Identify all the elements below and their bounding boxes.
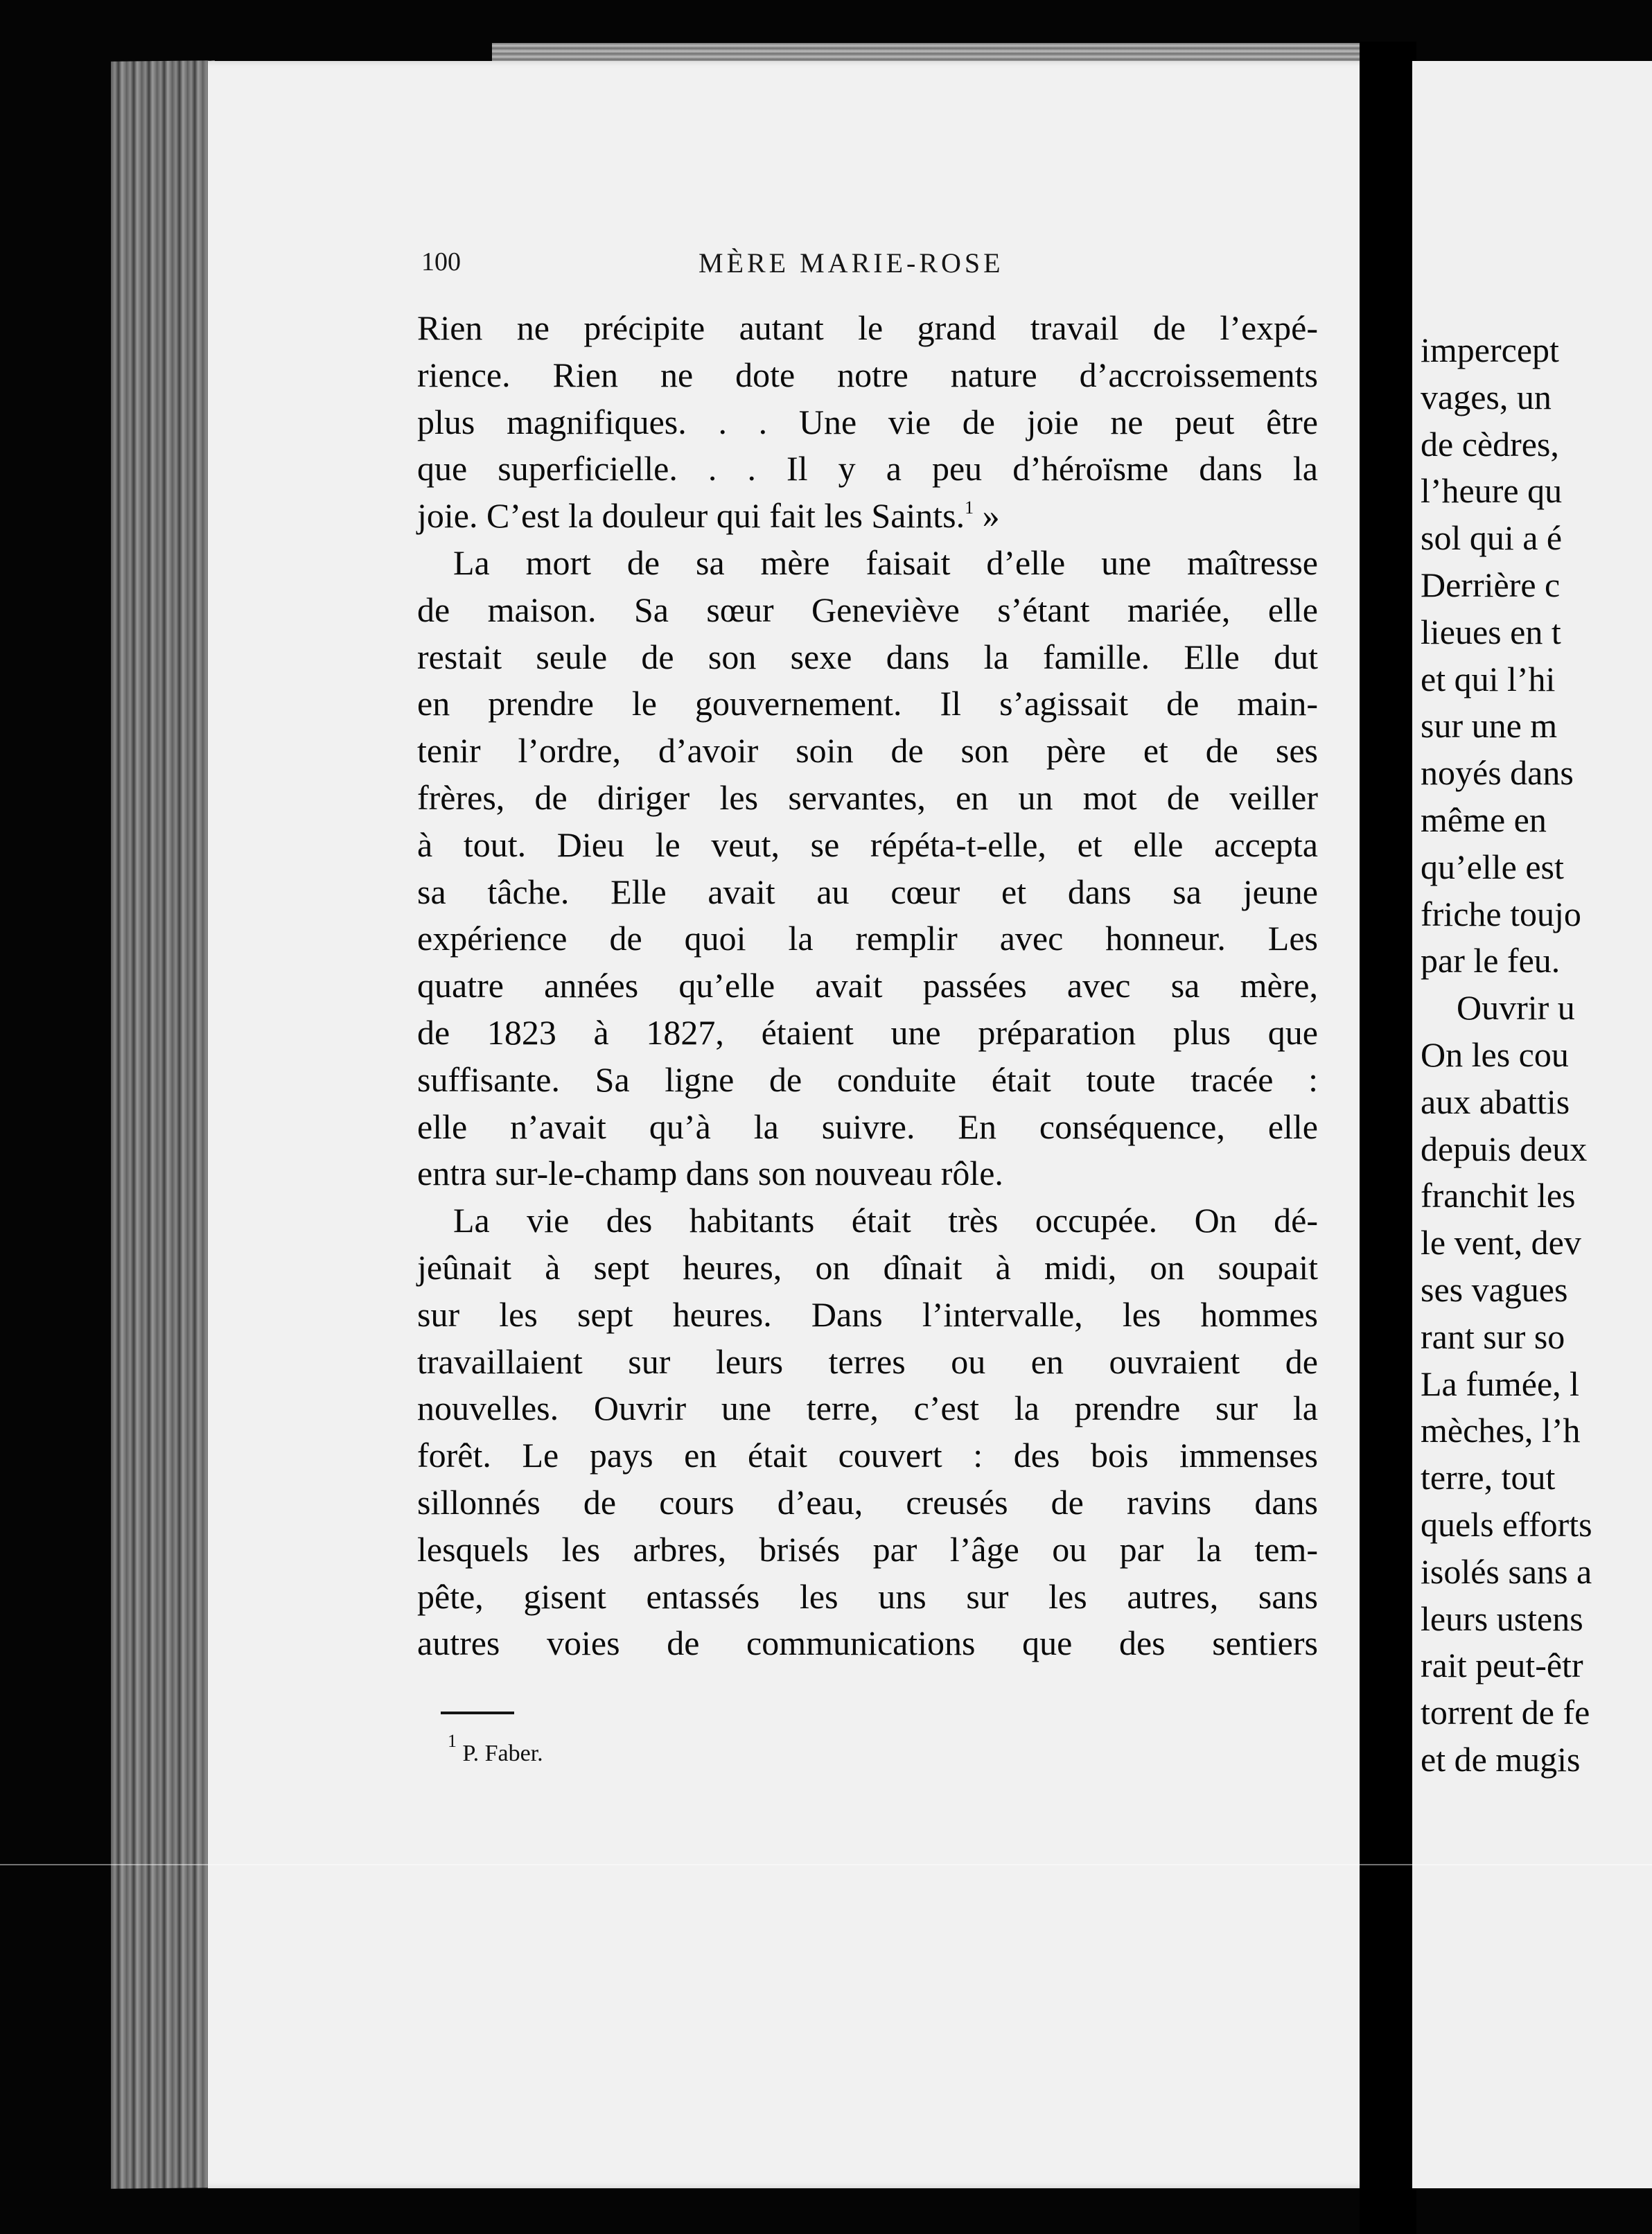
text-line: de maison. Sa sœur Geneviève s’étant mariée, elle: [417, 590, 1318, 629]
text-line: mèches, l’h: [1421, 1411, 1581, 1450]
text-line: Ouvrir u: [1457, 988, 1575, 1028]
running-head: [421, 247, 1315, 291]
footnote-marker: 1: [448, 1731, 457, 1751]
text-line: isolés sans a: [1421, 1551, 1592, 1591]
text-line: restait seule de son sexe dans la famille. Elle dut: [417, 637, 1318, 676]
text-line: le vent, dev: [1421, 1223, 1581, 1263]
footnote-text: P. Faber.: [462, 1741, 543, 1766]
text-line: autres voies de communications que des sentiers: [417, 1624, 1318, 1663]
footnote: [448, 1731, 543, 1767]
text-line: expérience de quoi la remplir avec honneur. Les: [417, 919, 1318, 958]
text-line: noyés dans: [1421, 753, 1574, 793]
text-line: sur les sept heures. Dans l’intervalle, les hommes: [417, 1294, 1318, 1334]
text-line: elle n’avait qu’à la suivre. En conséquence, elle: [417, 1107, 1318, 1146]
text-line: entra sur-le-champ dans son nouveau rôle.: [417, 1154, 1003, 1193]
text-line: de 1823 à 1827, étaient une préparation plus que: [417, 1012, 1318, 1052]
text-line: friche toujo: [1421, 894, 1581, 933]
text-line: rience. Rien ne dote notre nature d’accroissements: [417, 355, 1318, 394]
footnote-rule: [441, 1712, 514, 1714]
text-line: par le feu.: [1421, 941, 1561, 980]
text-line: aux abattis: [1421, 1082, 1570, 1121]
text-line: et qui l’hi: [1421, 659, 1556, 698]
text-line: torrent de fe: [1421, 1693, 1590, 1732]
text-line: travaillaient sur leurs terres ou en ouvraient de: [417, 1342, 1318, 1381]
page-title: MÈRE MARIE-ROSE: [698, 247, 1004, 279]
page-edges: [111, 60, 215, 2189]
text-line: depuis deux: [1421, 1129, 1588, 1168]
text-line: que superficielle. . . Il y a peu d’héroïsme dans la: [417, 449, 1318, 489]
text-line: forêt. Le pays en était couvert : des bois immenses: [417, 1436, 1318, 1475]
text-line: sa tâche. Elle avait au cœur et dans sa jeune: [417, 872, 1318, 911]
closing-quote: »: [974, 496, 1000, 536]
text-line: de cèdres,: [1421, 424, 1559, 464]
text-line: l’heure qu: [1421, 471, 1563, 511]
text-line: sillonnés de cours d’eau, creusés de ravins dans: [417, 1482, 1318, 1522]
right-page-text: [1421, 327, 1649, 1784]
text-line: leurs ustens: [1421, 1599, 1583, 1638]
text-line: sur une m: [1421, 706, 1558, 746]
text-line: La mort de sa mère faisait d’elle une maîtresse: [453, 543, 1318, 582]
footnote-ref: 1: [965, 498, 974, 518]
text-line: lesquels les arbres, brisés par l’âge ou par la tem-: [417, 1529, 1318, 1569]
text-line: jeûnait à sept heures, on dînait à midi, on soupait: [417, 1247, 1318, 1287]
text-line: On les cou: [1421, 1035, 1569, 1074]
text-line: quatre années qu’elle avait passées avec sa mère,: [417, 966, 1318, 1005]
text-line: frères, de diriger les servantes, en un mot de veiller: [417, 777, 1318, 817]
text-line: quels efforts: [1421, 1504, 1592, 1544]
book-gutter: [1360, 42, 1416, 2234]
text-line: La vie des habitants était très occupée. On dé-: [453, 1201, 1318, 1240]
scan-artifact-line: [0, 1864, 1652, 1865]
left-page-text: [417, 305, 1318, 1667]
text-line: et de mugis: [1421, 1739, 1581, 1779]
text-line: sol qui a é: [1421, 518, 1563, 558]
text-line: ses vagues: [1421, 1269, 1568, 1309]
text-line: terre, tout: [1421, 1458, 1556, 1497]
text-line: lieues en t: [1421, 612, 1561, 651]
text-line: suffisante. Sa ligne de conduite était toute tracée :: [417, 1059, 1318, 1099]
text-line: rait peut-êtr: [1421, 1646, 1583, 1685]
text-line: franchit les: [1421, 1176, 1576, 1215]
text-line: plus magnifiques. . . Une vie de joie ne peut être: [417, 402, 1318, 441]
text-line: impercept: [1421, 331, 1559, 369]
text-line: nouvelles. Ouvrir une terre, c’est la prendre sur la: [417, 1389, 1318, 1428]
text-line: La fumée, l: [1421, 1364, 1580, 1403]
text-line: même en: [1421, 800, 1547, 839]
text-line: vages, un: [1421, 377, 1552, 416]
text-line: Derrière c: [1421, 565, 1561, 604]
text-line: Rien ne précipite autant le grand travail de l’expé-: [417, 308, 1318, 347]
text-line-body: joie. C’est la douleur qui fait les Saints.: [417, 496, 965, 536]
text-line: qu’elle est: [1421, 847, 1564, 886]
text-line: pête, gisent entassés les uns sur les autres, sans: [417, 1576, 1318, 1616]
page-number: 100: [421, 247, 461, 276]
text-line: rant sur so: [1421, 1317, 1565, 1356]
text-line: tenir l’ordre, d’avoir soin de son père et de ses: [417, 731, 1318, 771]
text-line: en prendre le gouvernement. Il s’agissait de main-: [417, 684, 1318, 723]
text-line: [417, 493, 1318, 540]
text-line: à tout. Dieu le veut, se répéta-t-elle, et elle accepta: [417, 825, 1318, 864]
